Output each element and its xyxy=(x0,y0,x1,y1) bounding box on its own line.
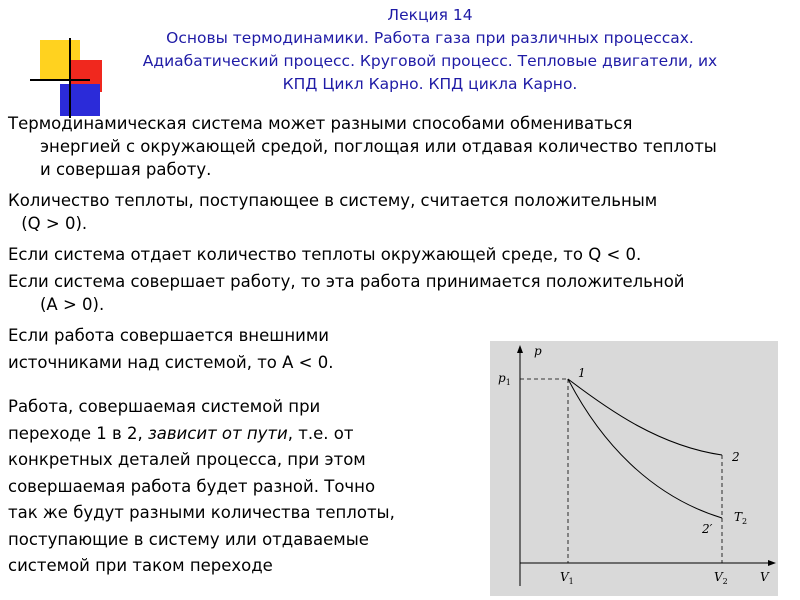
y-axis-arrow xyxy=(517,345,523,353)
paragraph-path-dependence xyxy=(8,394,395,580)
x-axis-arrow xyxy=(768,560,776,566)
p6-line-mixed xyxy=(8,421,395,448)
p6-text: , т.е. от xyxy=(287,423,354,443)
p6-line: Работа, совершаемая системой при xyxy=(8,397,321,416)
title-line: Адиабатический процесс. Круговой процесс. Тепловые двигатели, их xyxy=(142,52,718,70)
p2-line1: Количество теплоты, поступающее в систему, считается положительным xyxy=(8,191,658,210)
p5-line1: Если работа совершается внешними xyxy=(8,326,330,345)
p6-line: конкретных деталей процесса, при этом xyxy=(8,450,366,469)
p6-line: системой при таком переходе xyxy=(8,556,273,575)
pv-diagram xyxy=(490,341,778,596)
p6-emphasis: зависит от пути xyxy=(147,423,288,443)
title-line: КПД Цикл Карно. КПД цикла Карно. xyxy=(282,75,578,93)
point-label-2: 2 xyxy=(732,450,740,464)
paragraph-external-work xyxy=(8,324,334,374)
p3-text: Если система отдает количество теплоты окружающей среде, то Q < 0. xyxy=(8,245,642,264)
title-line: Лекция 14 xyxy=(387,6,473,24)
p6-line: совершаемая работа будет разной. Точно xyxy=(8,476,376,496)
paragraph-positive-heat xyxy=(8,189,657,235)
p4-line1: Если система совершает работу, то эта работа принимается положительной xyxy=(8,272,685,291)
slide-title xyxy=(120,4,740,96)
paragraph-negative-heat xyxy=(8,243,641,266)
point-label-2prime: 2′ xyxy=(702,522,713,536)
p2-line2: (Q > 0). xyxy=(16,214,88,233)
paragraph-exchange xyxy=(8,112,720,181)
label-t2: $T_2$ xyxy=(734,510,748,526)
p1-line1: Термодинамическая система может разными способами обмениваться xyxy=(8,114,633,133)
p1-rest: энергией с окружающей средой, поглощая или отдавая количество теплоты и совершая работу. xyxy=(40,137,717,179)
p6-text: переходе 1 в 2, xyxy=(8,423,148,443)
paragraph-positive-work xyxy=(8,270,798,316)
axis-label-v: V xyxy=(760,570,769,584)
decor-vertical-line xyxy=(69,38,71,118)
curve-adiabat xyxy=(568,379,722,518)
axis-label-p: p xyxy=(534,344,542,358)
p5-line2: источниками над системой, то A < 0. xyxy=(8,353,334,372)
point-label-1: 1 xyxy=(578,366,586,380)
tick-label-v2: $V_2$ xyxy=(714,570,728,586)
decor-horizontal-line xyxy=(30,79,90,81)
p6-line: поступающие в систему или отдаваемые xyxy=(8,529,369,549)
tick-label-v1: $V_1$ xyxy=(560,570,574,586)
p6-line: так же будут разными количества теплоты, xyxy=(8,503,395,522)
title-line: Основы термодинамики. Работа газа при различных процессах. xyxy=(166,29,694,47)
tick-label-p1: $p_1$ xyxy=(498,371,511,387)
pv-diagram-svg xyxy=(490,341,778,596)
p4-line2: (A > 0). xyxy=(40,295,105,314)
